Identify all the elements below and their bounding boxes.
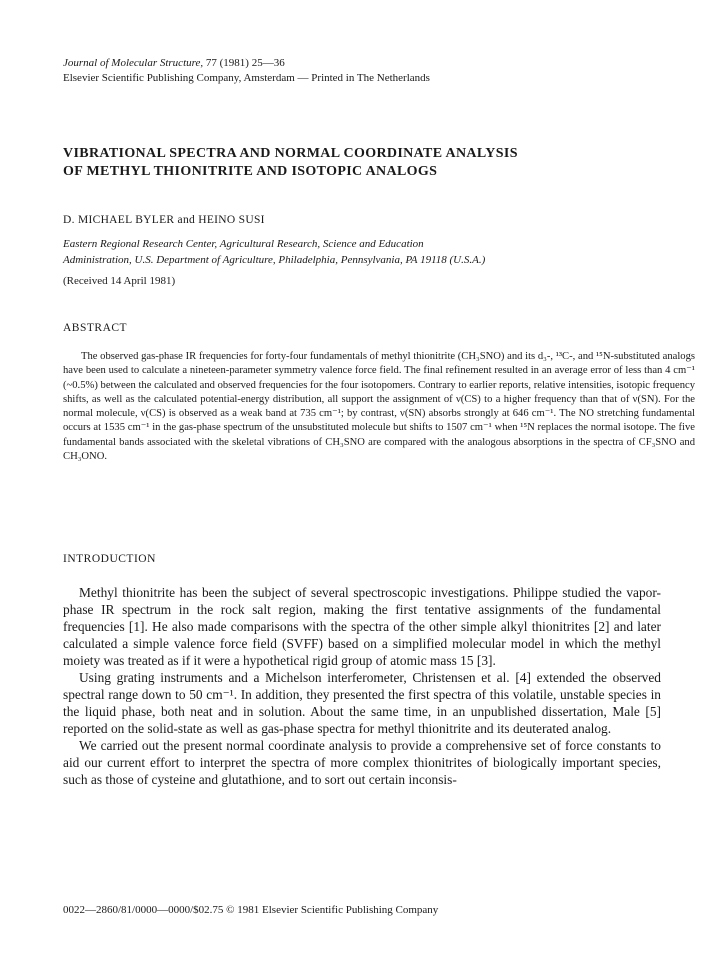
title-line-1: VIBRATIONAL SPECTRA AND NORMAL COORDINATE ANALYSIS [63,146,518,161]
journal-volume: 77 (1981) 25—36 [205,57,285,69]
journal-name: Journal of Molecular Structure, [63,57,204,69]
introduction-body [63,584,661,788]
intro-paragraph-3: We carried out the present normal coordinate analysis to provide a comprehensive set of force constants to aid our current effort to interpret the spectra of more complex thionitrites of biologically important species, such as those of cysteine and glutathione, and to sort out certain inconsis- [63,738,661,787]
abstract-body [63,350,695,464]
received-date: (Received 14 April 1981) [63,275,176,287]
abstract-text: The observed gas-phase IR frequencies for forty-four fundamentals of methyl thionitrite (CH₃SNO) and its d₃-, ¹³C-, and ¹⁵N-substituted analogs have been used to calculate a nineteen-parameter symmetry valence force field. The final refinement resulted in an average error of less than 4 cm⁻¹ (~0.5%) between the calculated and observed frequencies for the four isotopomers. Contrary to earlier reports, relative intensities, isotopic frequency shifts, as well as the calculated potential-energy distribution, all support the assignment of ν(CS) to a higher frequency than that of ν(SN). For the normal molecule, ν(CS) is observed as a weak band at 735 cm⁻¹; by contrast, ν(SN) absorbs strongly at 646 cm⁻¹. The NO stretching fundamental occurs at 1535 cm⁻¹ in the gas-phase spectrum of the unsubstituted molecule but shifts to 1507 cm⁻¹ when ¹⁵N replaces the normal isotope. The five fundamental bands associated with the skeletal vibrations of CH₃SNO are compared with the analogous absorptions in the spectra of CF₃SNO and CH₃ONO. [63,351,695,463]
copyright-footer: 0022—2860/81/0000—0000/$02.75 © 1981 Elsevier Scientific Publishing Company [63,904,439,916]
intro-paragraph-2: Using grating instruments and a Michelson interferometer, Christensen et al. [4] extended the observed spectral range down to 50 cm⁻¹. In addition, they presented the first spectra of this volatile, unstable species in the liquid phase, both neat and in solution. About the same time, in an unpublished dissertation, Male [5] reported on the solid-state as well as gas-phase spectra for methyl thionitrite and its deuterated analog. [63,670,661,736]
intro-paragraph-1: Methyl thionitrite has been the subject of several spectroscopic investigations. Philippe studied the vapor-phase IR spectrum in the rock salt region, making the first tentative assignments of the fundamental frequencies [1]. He also made comparisons with the spectra of the other simple alkyl thionitrites [2] and later calculated a simple valence force field (SVFF) based on a simplified molecular model in which the methyl moiety was treated as if it were a hypothetical rigid group of atomic mass 15 [3]. [63,585,661,668]
affiliation [63,236,720,268]
publisher-line: Elsevier Scientific Publishing Company, Amsterdam — Printed in The Netherlands [63,72,430,84]
introduction-heading: INTRODUCTION [63,553,156,565]
abstract-heading: ABSTRACT [63,322,128,334]
article-title [63,145,683,181]
affiliation-line-2: Administration, U.S. Department of Agriculture, Philadelphia, Pennsylvania, PA 19118 (U.S.A.) [63,254,486,266]
affiliation-line-1: Eastern Regional Research Center, Agricultural Research, Science and Education [63,238,424,250]
author-list: D. MICHAEL BYLER and HEINO SUSI [63,214,265,226]
journal-citation [63,56,430,71]
journal-header [63,56,430,86]
title-line-2: OF METHYL THIONITRITE AND ISOTOPIC ANALOGS [63,164,438,179]
